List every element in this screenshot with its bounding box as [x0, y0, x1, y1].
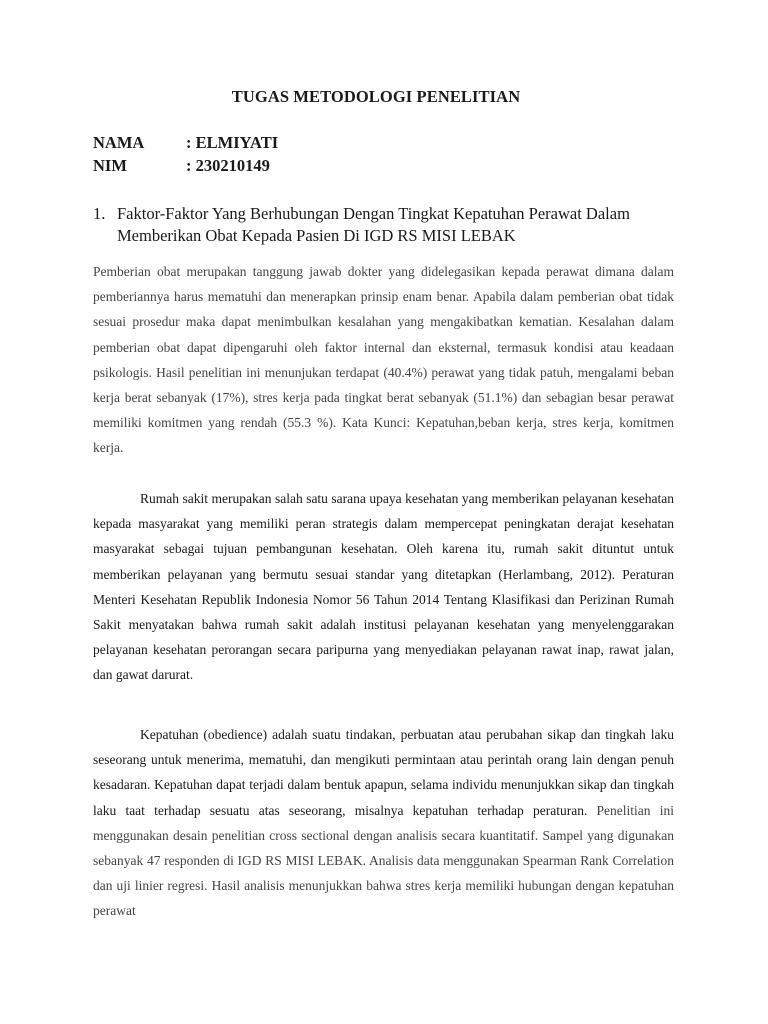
document-title: TUGAS METODOLOGI PENELITIAN [231, 87, 521, 106]
abstract-text: Pemberian obat merupakan tanggung jawab dokter yang didelegasikan kepada perawat dimana dalam pemberiannya harus mematuhi dan menerapkan prinsip enam benar. Apabila dalam pemberian obat tidak sesuai prosedur maka dapat menimbulkan kesalahan yang mengakibatkan kematian. Kesalahan dalam pemberian obat dapat dipengaruhi oleh faktor internal dan eksternal, termasuk kondisi atau keadaan psikologis. Hasil penelitian ini menunjukan terdapat (40.4%) perawat yang tidak patuh, mengalami beban kerja berat sebanyak (17%), stres kerja pada tingkat berat sebanyak (51.1%) dan sebagian besar perawat memiliki komitmen yang rendah (55.3 %). Kata Kunci: Kepatuhan,beban kerja, stres kerja, komitmen kerja. [93, 264, 674, 456]
nim-row [93, 156, 270, 176]
name-label: NAMA [93, 133, 145, 152]
section-number: 1. [93, 204, 106, 223]
hospital-paragraph [93, 486, 674, 688]
compliance-paragraph [93, 722, 674, 924]
compliance-text-part2: Penelitian ini menggunakan desain penelitian cross sectional dengan analisis secara kuantitatif. Sampel yang digunakan sebanyak 47 responden di IGD RS MISI LEBAK. Analisis data menggunakan Spearman Rank Correlation dan uji linier regresi. Hasil analisis menunjukkan bahwa stres kerja memiliki hubungan dengan kepatuhan perawat [93, 802, 674, 919]
hospital-text: Rumah sakit merupakan salah satu sarana upaya kesehatan yang memberikan pelayanan kesehatan kepada masyarakat yang memiliki peran strategis dalam mempercepat peningkatan derajat kesehatan masyarakat sebagai tujuan pembangunan kesehatan. Oleh karena itu, rumah sakit dituntut untuk memberikan pelayanan yang bermutu sesuai standar yang ditetapkan (Herlambang, 2012). Peraturan Menteri Kesehatan Republik Indonesia Nomor 56 Tahun 2014 Tentang Klasifikasi dan Perizinan Rumah Sakit menyatakan bahwa rumah sakit adalah institusi pelayanan kesehatan yang menyelenggarakan pelayanan kesehatan perorangan secara paripurna yang menyediakan pelayanan rawat inap, rawat jalan, dan gawat darurat. [93, 491, 674, 683]
section-heading [93, 203, 683, 247]
name-row [93, 133, 278, 153]
name-value: : ELMIYATI [186, 133, 279, 152]
compliance-text [93, 722, 674, 924]
nim-label: NIM [93, 156, 127, 175]
abstract-paragraph [93, 259, 674, 461]
nim-value: : 230210149 [186, 156, 270, 175]
section-heading-text: Faktor-Faktor Yang Berhubungan Dengan Tingkat Kepatuhan Perawat Dalam Memberikan Obat Kepada Pasien Di IGD RS MISI LEBAK [117, 204, 630, 245]
compliance-text-part1: Kepatuhan (obedience) adalah suatu tindakan, perbuatan atau perubahan sikap dan tingkah laku seseorang untuk menerima, mematuhi, dan mengikuti permintaan atau perintah orang lain dengan penuh kesadaran. Kepatuhan dapat terjadi dalam bentuk apapun, selama individu menunjukkan sikap dan tingkah laku taat terhadap sesuatu atas seseorang, misalnya kepatuhan terhadap peraturan. [93, 727, 674, 818]
